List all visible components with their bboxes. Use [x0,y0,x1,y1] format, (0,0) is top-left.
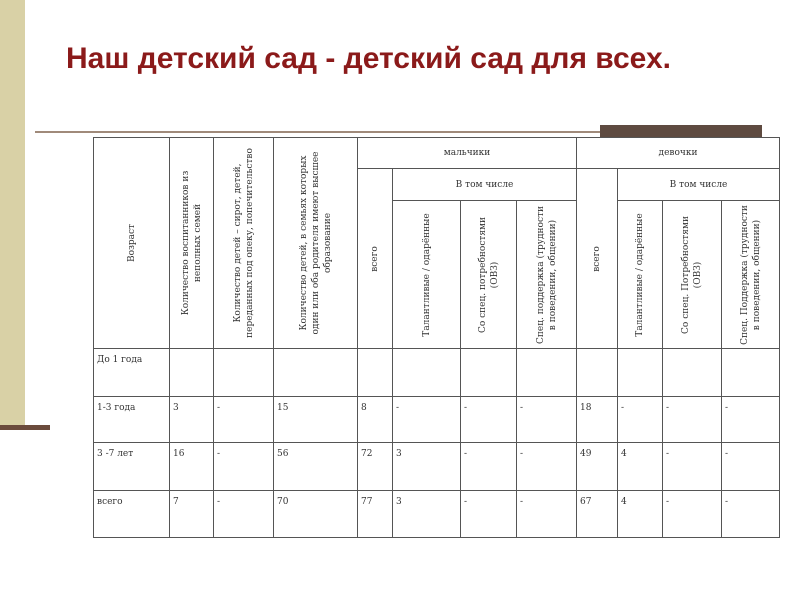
table-cell: 3 [170,397,214,443]
table-cell [618,349,663,397]
table-cell: всего [94,491,170,538]
header-girls-including: В том числе [618,169,780,201]
table-row [94,397,780,443]
table-cell: - [214,491,274,538]
header-boys-talented: Талантливые / одарённые [393,201,461,349]
table-cell: 4 [618,443,663,491]
table-cell: - [461,491,517,538]
header-orphans: Количество детей – сирот, детей, переданных под опеку, попечительство [214,138,274,349]
table-row [94,349,780,397]
table-cell: 67 [577,491,618,538]
table-cell: 3 -7 лет [94,443,170,491]
table-cell [358,349,393,397]
statistics-table [93,137,780,538]
table-cell [663,349,722,397]
table-cell: - [722,491,780,538]
header-girls-talented: Талантливые / одарённые [618,201,663,349]
header-girls: девочки [577,138,780,169]
table-row [94,491,780,538]
table-cell: 7 [170,491,214,538]
table-cell: - [214,443,274,491]
header-boys-support: Спец. поддержка (трудности в поведении, общении) [517,201,577,349]
decorative-side-accent [0,425,50,430]
table-cell: - [214,397,274,443]
table-cell [577,349,618,397]
header-girls-special-needs: Со спец. Потребностями (ОВЗ) [663,201,722,349]
table-cell: - [517,491,577,538]
title-underline-block [600,125,762,137]
header-parents-higher-edu: Количество детей, в семьях которых один или оба родителя имеют высшее образование [274,138,358,349]
table-cell [214,349,274,397]
header-girls-support: Спец. Поддержка (трудности в поведении, общении) [722,201,780,349]
table-cell: 49 [577,443,618,491]
header-pupils-incomplete: Количество воспитанников из неполных семей [170,138,214,349]
title-underline [35,131,600,133]
table-cell: До 1 года [94,349,170,397]
table-cell: 3 [393,443,461,491]
table-cell: - [517,397,577,443]
table-cell [274,349,358,397]
header-boys-including: В том числе [393,169,577,201]
table-cell: 56 [274,443,358,491]
table-cell: - [461,397,517,443]
header-boys-special-needs: Со спец. потребностями (ОВЗ) [461,201,517,349]
table-cell [517,349,577,397]
table-cell [170,349,214,397]
table-row [94,443,780,491]
table-cell [393,349,461,397]
header-age: Возраст [94,138,170,349]
table-cell: 77 [358,491,393,538]
table-cell: 3 [393,491,461,538]
table-cell: 18 [577,397,618,443]
table-cell: 16 [170,443,214,491]
table-cell: 4 [618,491,663,538]
table-cell: - [663,491,722,538]
table-cell: 72 [358,443,393,491]
table-cell [722,349,780,397]
table-cell: - [393,397,461,443]
table-cell: - [461,443,517,491]
table-cell: - [722,443,780,491]
table-cell: 70 [274,491,358,538]
header-boys: мальчики [358,138,577,169]
table-cell [461,349,517,397]
table-cell: - [722,397,780,443]
table-cell: 15 [274,397,358,443]
table-cell: 8 [358,397,393,443]
table-cell: - [517,443,577,491]
decorative-side-band [0,0,25,430]
header-boys-total: всего [358,169,393,349]
table-cell: - [663,443,722,491]
table-cell: - [618,397,663,443]
table-cell: 1-3 года [94,397,170,443]
slide-title: Наш детский сад - детский сад для всех. [66,42,671,75]
header-girls-total: всего [577,169,618,349]
table-cell: - [663,397,722,443]
